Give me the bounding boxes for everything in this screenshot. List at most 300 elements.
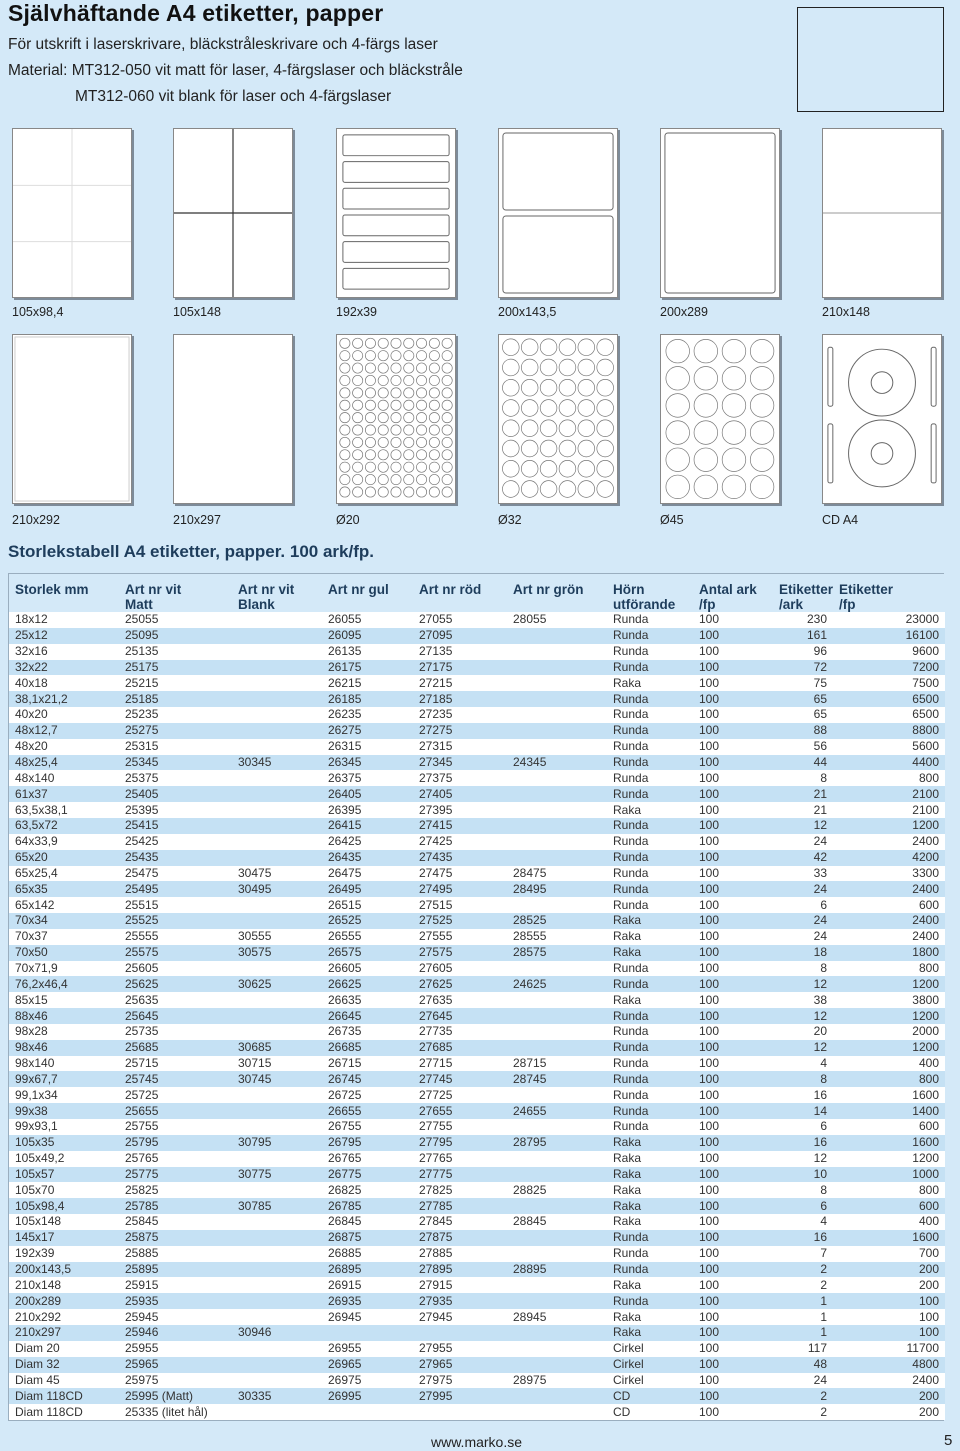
table-cell: Runda: [607, 897, 693, 913]
table-cell: [232, 1309, 322, 1325]
table-cell: 88x46: [9, 1008, 119, 1024]
column-header-line1: Art nr vit: [125, 582, 182, 597]
table-cell: 161: [773, 628, 833, 644]
table-cell: 26755: [322, 1119, 413, 1135]
label-circle: [391, 450, 401, 460]
sheet-210x297: [173, 334, 293, 504]
table-cell: 25x12: [9, 628, 119, 644]
table-cell: 96: [773, 644, 833, 660]
table-cell: 1: [773, 1293, 833, 1309]
label-circle: [404, 338, 414, 348]
table-cell: 25935: [119, 1293, 232, 1309]
table-cell: [507, 628, 607, 644]
table-cell: 27645: [413, 1008, 507, 1024]
table-cell: 27975: [413, 1373, 507, 1389]
table-cell: 1200: [833, 818, 945, 834]
table-cell: 100: [693, 1388, 773, 1404]
table-cell: 26435: [322, 850, 413, 866]
table-cell: [232, 818, 322, 834]
table-cell: 100: [693, 1056, 773, 1072]
table-cell: 30495: [232, 881, 322, 897]
table-cell: 2100: [833, 786, 945, 802]
table-cell: 100: [693, 1277, 773, 1293]
table-cell: Runda: [607, 707, 693, 723]
table-cell: 100: [693, 1230, 773, 1246]
label-circle: [340, 487, 350, 497]
label-circle: [353, 388, 363, 398]
table-cell: [507, 1388, 607, 1404]
label-circle: [416, 400, 426, 410]
table-row: [9, 1087, 945, 1103]
column-header: [232, 574, 322, 612]
table-cell: 26415: [322, 818, 413, 834]
label-circle: [340, 437, 350, 447]
table-cell: 48x20: [9, 739, 119, 755]
table-cell: 98x46: [9, 1040, 119, 1056]
table-cell: 26605: [322, 961, 413, 977]
table-cell: Raka: [607, 929, 693, 945]
table-cell: 99x38: [9, 1103, 119, 1119]
label-circle: [442, 462, 452, 472]
table-cell: 800: [833, 1071, 945, 1087]
page-number: 5: [944, 1432, 953, 1449]
label-circle: [365, 388, 375, 398]
label-circle: [416, 338, 426, 348]
label-circle: [502, 420, 519, 437]
table-cell: 27425: [413, 834, 507, 850]
table-cell: Diam 45: [9, 1373, 119, 1389]
column-header: [9, 574, 119, 612]
table-cell: [232, 1008, 322, 1024]
label-circle: [416, 462, 426, 472]
table-cell: 100: [693, 897, 773, 913]
label-circle: [442, 487, 452, 497]
table-cell: 8: [773, 1182, 833, 1198]
table-cell: 27655: [413, 1103, 507, 1119]
table-cell: [232, 739, 322, 755]
table-cell: 100: [693, 1357, 773, 1373]
table-cell: 12: [773, 1151, 833, 1167]
label-circle: [666, 448, 690, 472]
label-circle: [391, 351, 401, 361]
table-row: [9, 1309, 945, 1325]
table-cell: 24625: [507, 976, 607, 992]
label-circle: [750, 475, 774, 499]
column-header: [507, 574, 607, 612]
table-cell: 26495: [322, 881, 413, 897]
table-cell: 100: [693, 770, 773, 786]
table-cell: 26775: [322, 1167, 413, 1183]
table-cell: 100: [693, 1293, 773, 1309]
table-row: [9, 786, 945, 802]
label-circle: [391, 437, 401, 447]
table-cell: Runda: [607, 976, 693, 992]
label-circle: [391, 462, 401, 472]
label-circle: [442, 437, 452, 447]
column-header-line2: /fp: [839, 597, 856, 612]
label-circle: [750, 339, 774, 363]
table-cell: 25775: [119, 1167, 232, 1183]
table-cell: [507, 1246, 607, 1262]
label-circle: [404, 474, 414, 484]
table-cell: 100: [693, 1167, 773, 1183]
table-cell: 18x12: [9, 612, 119, 628]
table-cell: 25745: [119, 1071, 232, 1087]
caption-210x297: 210x297: [173, 513, 221, 527]
table-cell: 25135: [119, 644, 232, 660]
table-row: [9, 675, 945, 691]
label-circle: [502, 339, 519, 356]
table-cell: Raka: [607, 945, 693, 961]
caption-200x289: 200x289: [660, 305, 708, 319]
label-circle: [597, 359, 614, 376]
label-circle: [559, 440, 576, 457]
column-header: [833, 574, 945, 612]
table-cell: 26625: [322, 976, 413, 992]
table-cell: 27875: [413, 1230, 507, 1246]
table-cell: Raka: [607, 1277, 693, 1293]
label-circle: [521, 400, 538, 417]
table-cell: 100: [693, 755, 773, 771]
label-circle: [578, 359, 595, 376]
label-circle: [416, 413, 426, 423]
table-cell: 25425: [119, 834, 232, 850]
table-cell: 26795: [322, 1135, 413, 1151]
table-cell: 2400: [833, 913, 945, 929]
label-circle: [353, 351, 363, 361]
table-cell: 30715: [232, 1056, 322, 1072]
table-cell: 26845: [322, 1214, 413, 1230]
label-circle: [578, 460, 595, 477]
table-cell: Raka: [607, 1151, 693, 1167]
table-cell: 25375: [119, 770, 232, 786]
table-cell: 600: [833, 1198, 945, 1214]
table-cell: 27945: [413, 1309, 507, 1325]
table-cell: 100: [833, 1293, 945, 1309]
table-cell: 25405: [119, 786, 232, 802]
table-cell: 28495: [507, 881, 607, 897]
table-cell: 600: [833, 1119, 945, 1135]
table-cell: 25055: [119, 612, 232, 628]
table-cell: 30335: [232, 1388, 322, 1404]
table-cell: Diam 20: [9, 1341, 119, 1357]
column-header: [413, 574, 507, 612]
table-cell: 2: [773, 1277, 833, 1293]
caption-105x98-4: 105x98,4: [12, 305, 64, 319]
table-cell: [507, 1357, 607, 1373]
column-header-line2: /ark: [779, 597, 804, 612]
table-cell: [507, 1293, 607, 1309]
table-cell: 27215: [413, 675, 507, 691]
table-cell: 28715: [507, 1056, 607, 1072]
table-cell: 26095: [322, 628, 413, 644]
table-cell: 99,1x34: [9, 1087, 119, 1103]
table-cell: 27095: [413, 628, 507, 644]
table-cell: Raka: [607, 992, 693, 1008]
table-cell: 27435: [413, 850, 507, 866]
table-row: [9, 881, 945, 897]
table-cell: 2: [773, 1388, 833, 1404]
table-row: [9, 1040, 945, 1056]
table-cell: 100: [693, 612, 773, 628]
table-cell: 21: [773, 786, 833, 802]
label-circle: [442, 375, 452, 385]
label-circle: [378, 363, 388, 373]
label-circle: [365, 363, 375, 373]
table-cell: 99x67,7: [9, 1071, 119, 1087]
label-circle: [353, 363, 363, 373]
table-cell: 48x25,4: [9, 755, 119, 771]
table-cell: Raka: [607, 1309, 693, 1325]
table-cell: 75: [773, 675, 833, 691]
table-cell: 25495: [119, 881, 232, 897]
column-header-line1: Etiketter: [779, 582, 834, 597]
table-cell: [507, 644, 607, 660]
table-cell: 26915: [322, 1277, 413, 1293]
caption-diam-45: Ø45: [660, 513, 684, 527]
label-circle: [597, 460, 614, 477]
table-row: [9, 755, 945, 771]
table-cell: 2100: [833, 802, 945, 818]
table-cell: 700: [833, 1246, 945, 1262]
table-cell: 117: [773, 1341, 833, 1357]
table-cell: 27745: [413, 1071, 507, 1087]
table-cell: [507, 834, 607, 850]
table-cell: 26135: [322, 644, 413, 660]
label-circle: [404, 462, 414, 472]
table-cell: 26235: [322, 707, 413, 723]
table-cell: 100: [693, 881, 773, 897]
table-cell: [507, 818, 607, 834]
label-circle: [340, 462, 350, 472]
table-cell: 24: [773, 929, 833, 945]
table-row: [9, 945, 945, 961]
table-cell: 27345: [413, 755, 507, 771]
table-cell: 25395: [119, 802, 232, 818]
table-cell: 2: [773, 1262, 833, 1278]
table-cell: 25635: [119, 992, 232, 1008]
sheet-105x148: [173, 128, 293, 298]
table-cell: [507, 1341, 607, 1357]
label-circle: [694, 339, 718, 363]
table-cell: 100: [693, 961, 773, 977]
table-cell: 6500: [833, 707, 945, 723]
table-cell: 27915: [413, 1277, 507, 1293]
table-cell: 800: [833, 1182, 945, 1198]
label-circle: [429, 474, 439, 484]
table-cell: 25095: [119, 628, 232, 644]
table-cell: 24345: [507, 755, 607, 771]
table-cell: 16: [773, 1135, 833, 1151]
table-cell: [232, 961, 322, 977]
table-cell: 27525: [413, 913, 507, 929]
label-circle: [365, 474, 375, 484]
table-row: [9, 1246, 945, 1262]
table-cell: 27685: [413, 1040, 507, 1056]
table-cell: Runda: [607, 755, 693, 771]
table-row: [9, 770, 945, 786]
table-row: [9, 644, 945, 660]
table-cell: 65x35: [9, 881, 119, 897]
table-row: [9, 1357, 945, 1373]
table-cell: [507, 660, 607, 676]
table-cell: [232, 1024, 322, 1040]
label-circle: [597, 481, 614, 498]
table-cell: [507, 691, 607, 707]
table-cell: 27315: [413, 739, 507, 755]
label-circle: [597, 400, 614, 417]
table-cell: [232, 1230, 322, 1246]
table-cell: [232, 834, 322, 850]
label-circle: [442, 425, 452, 435]
table-cell: 100: [693, 1151, 773, 1167]
table-cell: 65: [773, 707, 833, 723]
label-circle: [391, 400, 401, 410]
table-cell: 25955: [119, 1341, 232, 1357]
label-circle: [378, 437, 388, 447]
table-row: [9, 660, 945, 676]
table-cell: 100: [693, 675, 773, 691]
label-circle: [340, 400, 350, 410]
table-cell: 48: [773, 1357, 833, 1373]
column-header-line2: utförande: [613, 597, 676, 612]
label-circle: [416, 487, 426, 497]
table-cell: Runda: [607, 1262, 693, 1278]
label-circle: [521, 420, 538, 437]
sheet-105x98-4: [12, 128, 132, 298]
table-cell: 200: [833, 1262, 945, 1278]
table-row: [9, 1056, 945, 1072]
table-cell: 25965: [119, 1357, 232, 1373]
table-cell: 72: [773, 660, 833, 676]
label-circle: [597, 379, 614, 396]
table-row: [9, 850, 945, 866]
label-circle: [722, 366, 746, 390]
table-cell: [507, 739, 607, 755]
subtitle-usage: För utskrift i laserskrivare, bläckstråleskrivare och 4-färgs laser: [8, 36, 438, 53]
table-cell: 24: [773, 881, 833, 897]
table-cell: 26315: [322, 739, 413, 755]
table-cell: Runda: [607, 1056, 693, 1072]
table-cell: [232, 1087, 322, 1103]
label-circle: [750, 448, 774, 472]
table-cell: 25885: [119, 1246, 232, 1262]
table-cell: 25605: [119, 961, 232, 977]
table-cell: 27135: [413, 644, 507, 660]
label-circle: [722, 448, 746, 472]
table-cell: 25645: [119, 1008, 232, 1024]
table-cell: 32x16: [9, 644, 119, 660]
table-cell: 26895: [322, 1262, 413, 1278]
label-circle: [540, 359, 557, 376]
caption-diam-20: Ø20: [336, 513, 360, 527]
label-circle: [429, 388, 439, 398]
table-cell: 25946: [119, 1325, 232, 1341]
table-cell: 26745: [322, 1071, 413, 1087]
table-cell: 26885: [322, 1246, 413, 1262]
column-header-line1: Storlek mm: [15, 582, 89, 597]
table-cell: 26635: [322, 992, 413, 1008]
table-cell: 26345: [322, 755, 413, 771]
sheet-192x39: [336, 128, 456, 298]
table-cell: [232, 644, 322, 660]
table-cell: [507, 802, 607, 818]
table-row: [9, 1071, 945, 1087]
label-circle: [502, 440, 519, 457]
label-circle: [353, 487, 363, 497]
table-cell: 1200: [833, 1040, 945, 1056]
empty-frame: [797, 7, 944, 112]
table-cell: Runda: [607, 660, 693, 676]
table-cell: 16: [773, 1230, 833, 1246]
table-cell: 25345: [119, 755, 232, 771]
label-circle: [750, 421, 774, 445]
table-cell: 26965: [322, 1357, 413, 1373]
table-cell: 28475: [507, 866, 607, 882]
table-cell: 6500: [833, 691, 945, 707]
table-cell: 100: [693, 913, 773, 929]
footer-url[interactable]: www.marko.se: [431, 1434, 523, 1450]
label-circle: [442, 363, 452, 373]
table-cell: [507, 850, 607, 866]
table-cell: 100: [693, 866, 773, 882]
table-cell: 105x148: [9, 1214, 119, 1230]
table-cell: 100: [693, 850, 773, 866]
table-row: [9, 1198, 945, 1214]
table-cell: 400: [833, 1056, 945, 1072]
label-circle: [559, 460, 576, 477]
label-circle: [365, 437, 375, 447]
table-cell: [507, 1277, 607, 1293]
table-cell: 25555: [119, 929, 232, 945]
table-cell: 27575: [413, 945, 507, 961]
table-cell: 5600: [833, 739, 945, 755]
table-cell: 100: [693, 1246, 773, 1262]
column-header: [119, 574, 232, 612]
table-row: [9, 739, 945, 755]
table-cell: 25975: [119, 1373, 232, 1389]
label-circle: [391, 363, 401, 373]
table-cell: 1: [773, 1309, 833, 1325]
label-circle: [694, 475, 718, 499]
table-cell: 2000: [833, 1024, 945, 1040]
column-header-line2: Matt: [125, 597, 153, 612]
table-cell: 100: [693, 707, 773, 723]
subtitle-material: Material: MT312-050 vit matt för laser, 4-färgslaser och bläckstråle: [8, 62, 463, 79]
table-cell: [507, 1230, 607, 1246]
table-cell: Raka: [607, 802, 693, 818]
table-cell: 76,2x46,4: [9, 976, 119, 992]
table-cell: [507, 1325, 607, 1341]
table-cell: 28525: [507, 913, 607, 929]
label-circle: [578, 400, 595, 417]
table-cell: Runda: [607, 723, 693, 739]
label-circle: [353, 462, 363, 472]
label-circle: [722, 339, 746, 363]
table-body: [9, 612, 945, 1420]
label-circle: [404, 375, 414, 385]
label-circle: [578, 440, 595, 457]
label-circle: [353, 413, 363, 423]
table-cell: 26405: [322, 786, 413, 802]
label-circle: [391, 375, 401, 385]
label-circle: [442, 351, 452, 361]
table-row: [9, 1167, 945, 1183]
table-cell: 100: [693, 1087, 773, 1103]
table-cell: [232, 628, 322, 644]
label-circle: [429, 450, 439, 460]
table-cell: [232, 1151, 322, 1167]
